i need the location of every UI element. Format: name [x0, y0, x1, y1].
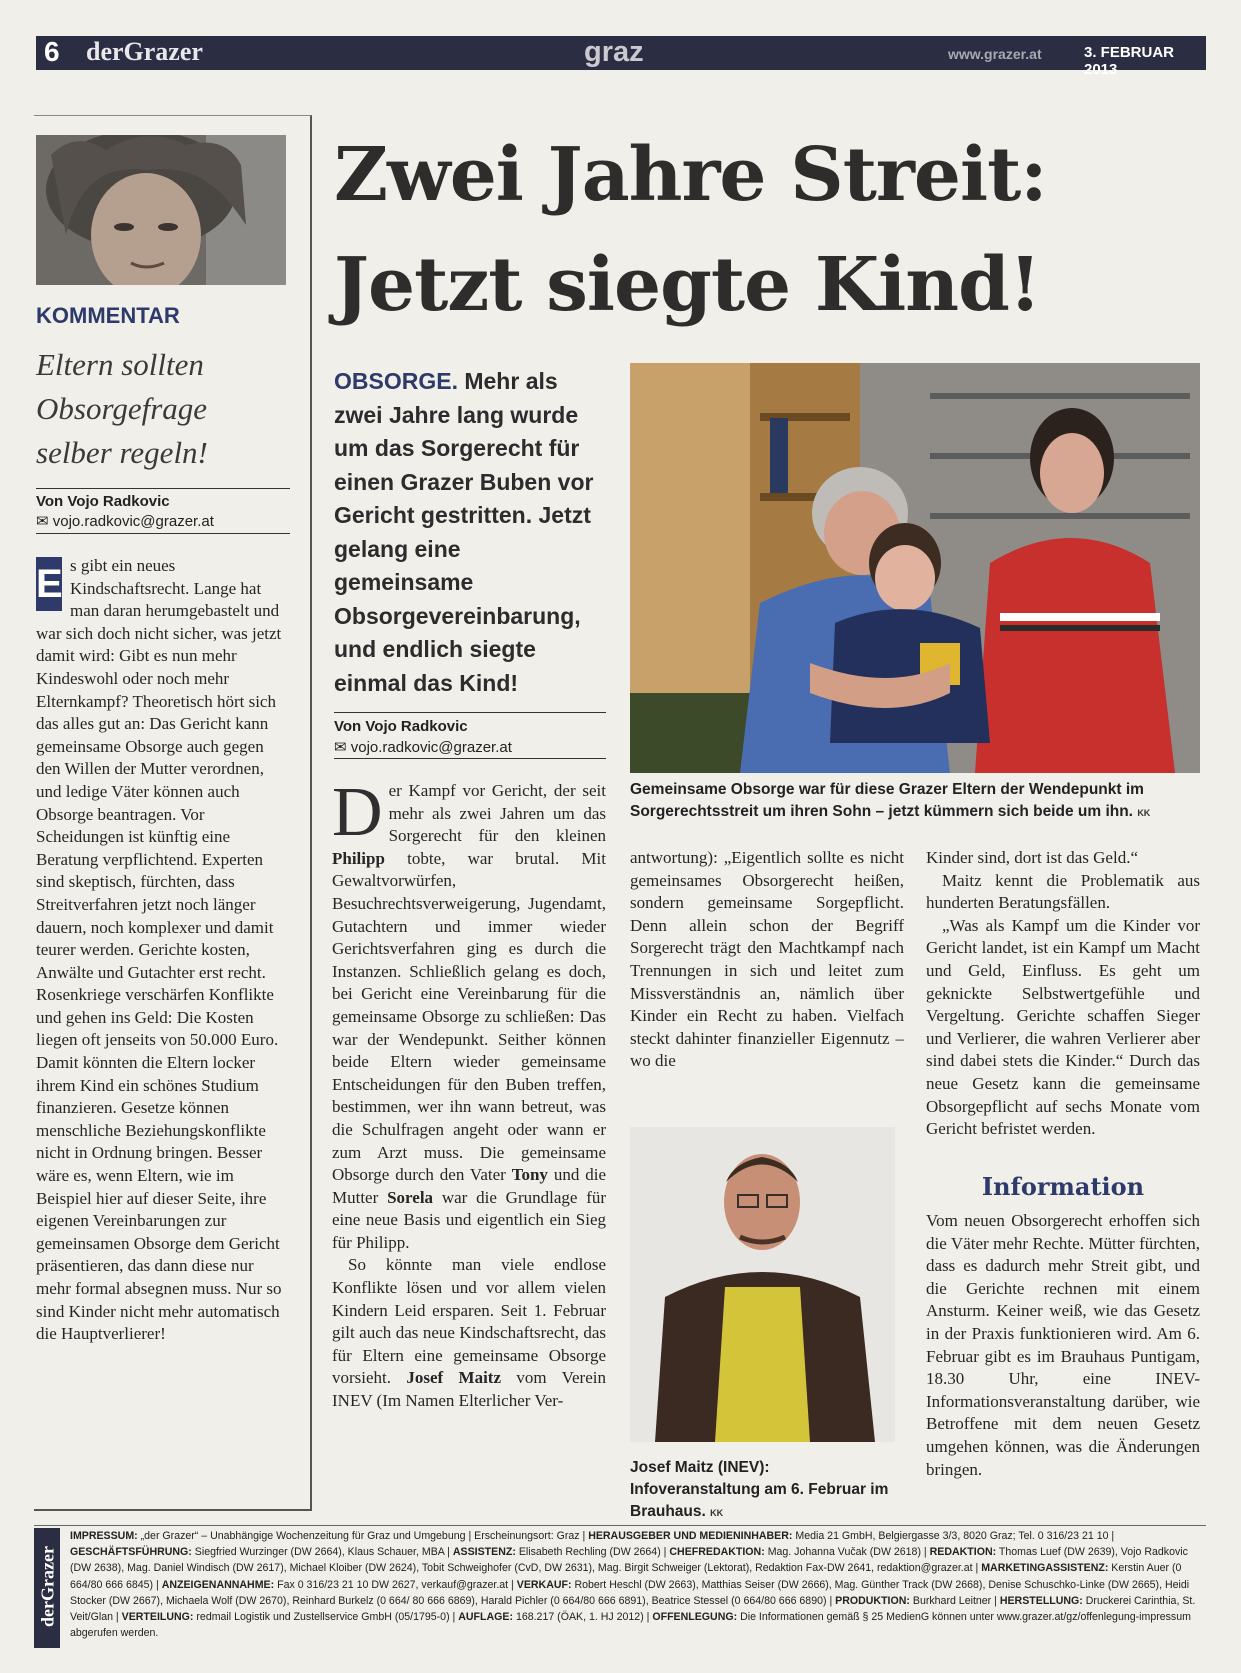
- author-photo: [36, 135, 286, 285]
- impressum-text: Siegfried Wurzinger (DW 2664), Klaus Schauer, MBA |: [194, 1546, 450, 1559]
- divider: [36, 488, 290, 489]
- paragraph: „Was als Kampf um die Kinder vor Gericht landet, ist ein Kampf um Macht und Geld, Einfluss. Es geht um geknickte Selbstwertgefühle und Vergeltung. Gerichte schaffen Sieger und Verlierer, die wahren Verlierer aber sind dabei stets die Kinder.“ Durch das neue Gesetz kann die gemeinsame Obsorgepflicht auf sechs Monate vom Gericht befristet werden.: [926, 915, 1200, 1139]
- impressum-text: redmail Logistik und Zustellservice: [196, 1611, 359, 1624]
- person-name: Josef Maitz: [406, 1368, 502, 1388]
- impressum-text: Media 21 GmbH, Belgiergasse 3/3, 8020 Graz; Tel. 0 316/23 21 10 |: [795, 1530, 1115, 1542]
- impressum-label: REDAKTION:: [929, 1546, 997, 1559]
- info-box-body: Vom neuen Obsorgerecht erhoffen sich die Väter mehr Rechte. Mütter fürchten, dass es dadurch mehr Streit gibt, und die Gerichte rechnen mit einem Ansturm. Keiner weiß, wie das Gesetz in der Praxis funktionieren wird. Am 6. Februar gibt es im Brauhaus Puntigam, 18.30 Uhr, eine INEV-Informationsveranstaltung darüber, wie Betroffene mit dem neuen Gesetz umgehen können, was die Änderungen bringen.: [926, 1211, 1200, 1479]
- comment-body-text: s gibt ein neues Kindschaftsrecht. Lange hat man daran herumgebastelt und war sich doch nicht sicher, was jetzt damit wird: Gibt es nun mehr Kindeswohl oder noch mehr Elternkampf? Theoretisch hört sich das alles gut an: Das Gericht kann gemeinsame Obsorge auch gegen den Willen der Mutter verordnen, und ledige Väter können auch Obsorge beantragen. Vor Scheidungen ist künftig eine Beratung verpflichtend. Experten sind skeptisch, fürchten, dass Streitverfahren jetzt noch länger dauern, noch komplexer und damit teurer werden. Gerichte kosten, Anwälte und Gutachter erst recht. Rosenkriege verschärfen Konflikte und gehen ins Geld: Die Kosten liegen oft jenseits von 50.000 Euro. Damit könnten die Eltern locker ihrem Kind ein schönes Studium finanzieren. Gesetze können menschliche Beziehungskonflikte nicht in Ordnung bringen. Besser wäre es, wenn Eltern, wie im Beispiel hier auf dieser Seite, ihre eigenen Vereinbarungen zur gemeinsamen Obsorge dem Gericht präsentieren, das dann diese nur mehr formal absegnen muss. Nur so sind Kinder nicht mehr automatisch die Hauptverlierer!: [36, 556, 282, 1344]
- comment-byline: Von Vojo Radkovic: [36, 493, 170, 510]
- email-icon: ✉: [334, 739, 351, 756]
- impressum-text: Fax: [277, 1578, 295, 1591]
- impressum-text: Burkelz (0 664/ 80 666 6869), Harald Pichler (0 664/80 666 6891), Beatrice Stessel (0 664/80 666 6890) |: [338, 1594, 833, 1607]
- impressum-label: VERKAUF:: [516, 1578, 572, 1591]
- info-box-title: Information: [981, 1172, 1145, 1201]
- impressum-label: AUFLAGE:: [458, 1611, 513, 1624]
- impressum-label: MARKETINGASSISTENZ:: [981, 1562, 1109, 1575]
- impressum-text: 0 316/23 21 10 DW 2627, verkauf@grazer.at |: [297, 1578, 514, 1591]
- headline-line-1: Zwei Jahre Streit:: [334, 132, 1047, 218]
- impressum-label: GESCHÄFTSFÜHRUNG:: [70, 1546, 192, 1559]
- comment-email[interactable]: [36, 512, 214, 530]
- divider: [334, 712, 606, 713]
- portrait-caption: [630, 1457, 900, 1524]
- impressum-text: Thomas Luef (DW 2639), Vojo Radkovic (DW 2638), Mag. Daniel Windisch (DW: [70, 1546, 1188, 1575]
- impressum-text: GmbH (05/1795-0) |: [361, 1611, 456, 1624]
- email-icon: ✉: [36, 513, 53, 530]
- impressum-text: Elisabeth Rechling (DW 2664) |: [518, 1546, 667, 1559]
- article-column-2: antwortung): „Eigentlich sollte es nicht gemeinsames Obsorgerecht heißen, sondern gemeinsame Sorgepflicht. Denn allein schon der Begriff Sorgerecht trägt den Machtkampf nach Trennungen in sich und leitet zum Missverständnis an, nämlich über Kinder ein Recht zu haben. Vielfach steckt dahinter finanzieller Eigennutz – wo die: [630, 848, 904, 1071]
- headline: [334, 120, 1214, 340]
- article-lead: [334, 365, 606, 700]
- portrait-photo: [630, 1127, 895, 1442]
- impressum-label: VERTEILUNG:: [121, 1611, 194, 1624]
- photo-caption: [630, 779, 1190, 824]
- comment-title: Eltern sollten Obsorgefrage selber regeln!: [36, 347, 208, 470]
- lead-text: Mehr als zwei Jahre lang wurde um das Sorgerecht für einen Grazer Buben vor Gericht gestritten. Jetzt gelang eine gemeinsame Obsorgevereinbarung, und endlich siegte einmal das Kind!: [334, 368, 594, 696]
- article-column-3: [926, 847, 1200, 1141]
- impressum-label: HERAUSGEBER UND MEDIENINHABER:: [588, 1530, 793, 1542]
- impressum-label: PRODUKTION:: [835, 1594, 910, 1607]
- paragraph-text: vom Verein INEV (Im Namen Elterlicher Ver-: [332, 1368, 606, 1411]
- article-email-text[interactable]: vojo.radkovic@grazer.at: [350, 739, 512, 756]
- divider: [334, 758, 606, 759]
- impressum-label: IMPRESSUM:: [70, 1530, 138, 1542]
- impressum-text: „der Grazer“ – Unabhängige Wochenzeitung für Graz und Umgebung | Erscheinungsort: Graz |: [140, 1530, 586, 1542]
- impressum-text: Burkhard Leitner |: [912, 1594, 997, 1607]
- paragraph-text: So könnte man viele endlose Konflikte lösen und vor allem vielen Kindern Leid ersparen. Seit 1. Februar gilt auch das neue Kindschaftsrecht, das für Eltern eine gemeinsame Obsorge vorsieht.: [332, 1255, 606, 1388]
- paragraph: [332, 1254, 606, 1412]
- impressum-text: 2617), Michael Kloiber (DW 2624), Tobit Schweighofer (CvD, DW 2631), Mag. Birgit Schweiger (Lektorat), Redaktion Fax-DW 2641, redaktion@grazer.at |: [256, 1562, 979, 1575]
- article-column-1: [332, 774, 607, 1413]
- impressum-text: Kerstin Auer (0 664/80 666 6845) |: [70, 1562, 1182, 1591]
- photo-credit: KK: [710, 1508, 724, 1518]
- impressum-logo: [34, 1528, 60, 1648]
- website-url[interactable]: www.grazer.at: [948, 46, 1042, 62]
- impressum-label: OFFENLEGUNG:: [652, 1611, 738, 1624]
- paragraph-text: tobte, war brutal. Mit Gewaltvorwürfen, Besuchrechtsverweigerung, Jugendamt, Gutachtern und immer wieder Gerichtsverfahren ging es durch die Instanzen. Schließlich gelang es doch, bei Gericht eine Vereinbarung für die gemeinsame Obsorge zu schließen: Das war der Wendepunkt. Seither können beide Eltern wieder gemeinsame Entscheidungen für den Buben treffen, bestimmen, wer ihn wann betreut, was die Schulfragen angeht oder wann er zum Arzt muss. Die gemeinsame Obsorge durch den Vater: [332, 848, 606, 1185]
- impressum-label: ANZEIGENANNAHME:: [161, 1578, 275, 1591]
- divider: [36, 533, 290, 534]
- impressum-text: Robert Heschl (DW 2663), Matthias Seiser (DW 2666), Mag. Günther Track (DW 2668), Denise Schuschko-Linke (DW 2665), Heidi Stocker (DW 2667), Michaela Wolf (DW 2670), Reinhard: [70, 1578, 1190, 1607]
- impressum: [70, 1528, 1200, 1641]
- issue-date: 3. FEBRUAR 2013: [1084, 44, 1175, 78]
- lead-kicker: OBSORGE.: [334, 368, 458, 394]
- impressum-text: 168.217 (ÖAK, 1. HJ 2012) |: [515, 1611, 650, 1624]
- photo-caption-text: Gemeinsame Obsorge war für diese Grazer Eltern der Wendepunkt im Sorgerechtsstreit um ihren Sohn – jetzt kümmern sich beide um ihn.: [630, 781, 1144, 820]
- paragraph: Maitz kennt die Problematik aus hunderten Beratungsfällen.: [926, 870, 1200, 913]
- photo-credit: KK: [1137, 808, 1151, 818]
- paragraph-text: er Kampf vor Gericht, der seit mehr als zwei Jahren um das Sorgerecht für den kleinen: [388, 781, 606, 846]
- paragraph-text: und die Mutter: [332, 1165, 607, 1207]
- publication-logo: derGrazer: [86, 37, 203, 66]
- comment-body: [36, 555, 286, 1346]
- impressum-label: ASSISTENZ:: [452, 1546, 516, 1559]
- impressum-text: Die Informationen gemäß § 25 MedienG können unter www.grazer.at/gz/offenlegung-impressum abgerufen werden.: [70, 1611, 1191, 1640]
- paragraph: Kinder sind, dort ist das Geld.“: [926, 848, 1138, 867]
- portrait-caption-text: Josef Maitz (INEV): Infoveranstaltung am 6. Februar im Brauhaus.: [630, 1459, 889, 1520]
- dropcap: E: [36, 557, 62, 611]
- impressum-label: CHEFREDAKTION:: [669, 1546, 765, 1559]
- section-label: graz: [584, 36, 644, 68]
- page-number: 6: [44, 36, 60, 67]
- dropcap: D: [332, 774, 383, 851]
- person-name: Sorela: [387, 1187, 434, 1207]
- impressum-logo-text: derGrazer: [37, 1546, 58, 1627]
- impressum-text: Mag. Johanna Vučak (DW 2618) |: [767, 1546, 927, 1559]
- person-name: Philipp: [332, 848, 385, 868]
- family-photo: [630, 363, 1200, 773]
- page-header: [36, 36, 1206, 78]
- article-byline: Von Vojo Radkovic: [334, 718, 468, 735]
- divider: [34, 1525, 1206, 1526]
- paragraph-text: war die Grundlage für eine neue Basis und eigentlich ein Sieg für Philipp.: [332, 1187, 607, 1252]
- comment-email-text[interactable]: vojo.radkovic@grazer.at: [52, 513, 214, 530]
- person-name: Tony: [511, 1165, 548, 1185]
- comment-kicker: KOMMENTAR: [36, 303, 180, 328]
- headline-line-2: Jetzt siegte Kind!: [334, 242, 1041, 328]
- impressum-text: Druckerei Carinthia, St. Veit/Glan |: [70, 1594, 1196, 1624]
- article-email[interactable]: [334, 738, 512, 756]
- impressum-label: HERSTELLUNG:: [999, 1594, 1083, 1607]
